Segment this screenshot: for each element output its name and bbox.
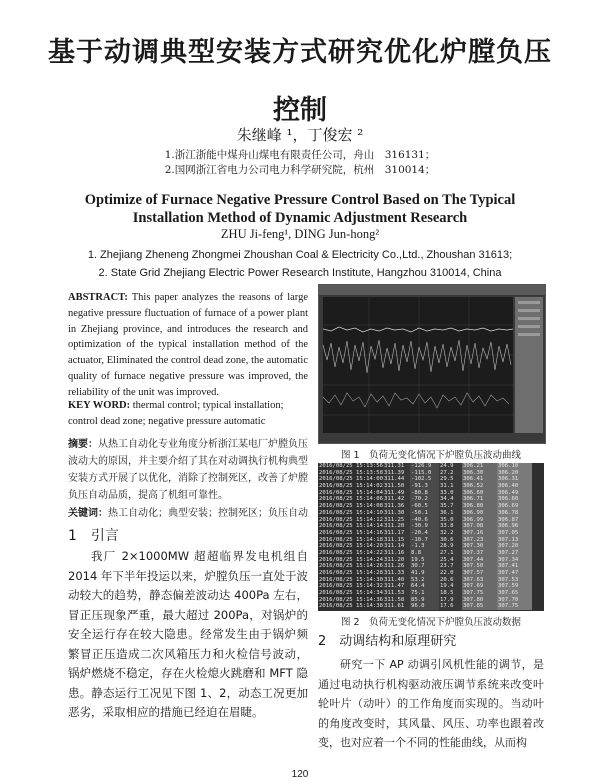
figure2-table-cell: 2016/08/25 15:14:32 xyxy=(319,583,383,590)
section1-body: 我厂 2×1000MW 超超临界发电机组自 2014 年下半年投运以来，炉膛负压一直处于波动较大的趋势，静态偏差波动达 400Pa 左右，冒正压现象严重，最大超过 200Pa，对锅炉的安全运行存在较大隐患。经常发生由于锅炉频繁冒正压造成二次风箱压力和火检信号波动，锅炉燃烧不稳定，存在火检熄火跳磨和 MFT 隐患。静态运行工况见下图 1、2，动态工况更加恶劣，采取相应的措施已经迫在眉睫。 xyxy=(68,549,308,719)
abstract-en xyxy=(68,290,308,401)
figure2-table-row xyxy=(318,590,544,597)
figure2-table-cell: -1.3 xyxy=(410,543,439,550)
figure2-table-cell: 2016/08/25 15:14:38 xyxy=(319,603,383,610)
paper-title-line1: 基于动调典型安装方式研究优化炉膛负压 xyxy=(48,37,552,68)
figure2-table-cell: 30.6 xyxy=(439,537,462,544)
figure2-table-row xyxy=(318,523,544,530)
figure2-table-cell: -50.1 xyxy=(410,510,439,517)
figure2-table-cell: 311.15 xyxy=(383,537,410,544)
keywords-cn-text: 热工自动化；典型安装；控制死区；负压自动 xyxy=(108,508,308,519)
figure2-table-cell: -20.4 xyxy=(410,530,439,537)
figure2-table-cell: 307.47 xyxy=(497,570,532,577)
figure2-table-row xyxy=(318,530,544,537)
figure2-table-row xyxy=(318,463,544,470)
figure2-rows xyxy=(318,463,544,610)
figure2-table-row xyxy=(318,510,544,517)
figure2-table-cell: 2016/08/25 15:14:04 xyxy=(319,489,383,496)
figure2-table-cell: 85.9 xyxy=(410,597,439,604)
figure2-table-cell: 307.70 xyxy=(497,597,532,604)
figure2-table-cell: 307.57 xyxy=(462,570,497,577)
figure2-table-cell: 311.31 xyxy=(383,463,410,470)
figure2-table-cell: 306.87 xyxy=(497,517,532,524)
figure2-table-cell: 19.5 xyxy=(410,557,439,564)
figure2-table-cell: 311.44 xyxy=(383,476,410,483)
figure2-table-cell: 311.17 xyxy=(383,530,410,537)
figure2-table-cell: 311.58 xyxy=(383,597,410,604)
figure2-table-cell: 2016/08/25 15:14:14 xyxy=(319,523,383,530)
figure2-table-row xyxy=(318,483,544,490)
figure2-table-cell: 307.59 xyxy=(497,583,532,590)
figure2-data-table xyxy=(318,463,544,611)
figure2-table-cell: 24.9 xyxy=(439,463,462,470)
figure2-table-row xyxy=(318,550,544,557)
figure2-table-cell: 306.78 xyxy=(497,510,532,517)
affiliation-cn-1: 1.浙江浙能中煤舟山煤电有限责任公司，舟山 316131； xyxy=(164,149,436,161)
figure2-table-cell: 307.65 xyxy=(497,590,532,597)
figure2-table-cell: 307.44 xyxy=(462,557,497,564)
figure2-table-cell: 307.37 xyxy=(462,550,497,557)
figure2-table-cell: 306.49 xyxy=(497,490,532,497)
figure2-table-row xyxy=(318,490,544,497)
figure2-table-cell: 2016/08/25 15:14:10 xyxy=(319,509,383,516)
figure2-table-cell: 23.7 xyxy=(439,563,462,570)
figure2-table-cell: 27.1 xyxy=(439,550,462,557)
figure2-table-cell: 306.21 xyxy=(462,463,497,470)
figure2-table-cell: 306.41 xyxy=(462,476,497,483)
figure2-table-cell: 306.90 xyxy=(462,510,497,517)
figure2-table-cell: 8.8 xyxy=(410,550,439,557)
figure2-table-cell: 31.1 xyxy=(439,483,462,490)
figure2-table-cell: 22.0 xyxy=(439,570,462,577)
figure2-table-cell: 17.9 xyxy=(439,597,462,604)
figure2-table-cell: 25.4 xyxy=(439,557,462,564)
figure2-table-row xyxy=(318,537,544,544)
keywords-text: thermal control; typical installation; control dead zone; negative pressure automatic xyxy=(68,400,284,427)
figure2-table-cell: 306.99 xyxy=(462,517,497,524)
figure2-table-cell: 27.2 xyxy=(439,470,462,477)
figure2-table-cell: 2016/08/25 15:14:28 xyxy=(319,570,383,576)
figure2-table-cell: 2016/08/25 15:14:20 xyxy=(319,543,383,550)
figure2-table-cell: 2016/08/25 15:14:00 xyxy=(319,476,383,483)
figure2-table-row xyxy=(318,503,544,510)
figure2-table-cell: 306.69 xyxy=(497,503,532,510)
figure2-table-cell: 2016/08/25 15:14:02 xyxy=(319,483,383,490)
affiliation-en-1: 1. Zhejiang Zheneng Zhongmei Zhoushan Coal & Electricity Co.,Ltd., Zhoushan 31613; xyxy=(87,249,513,261)
figure2-table-cell: 306.71 xyxy=(462,496,497,503)
figure2-table-row xyxy=(318,470,544,477)
figure2-table-row xyxy=(318,476,544,483)
figure2-table-cell: -80.8 xyxy=(410,490,439,497)
figure2-table-cell: 34.4 xyxy=(439,496,462,503)
figure2-table-cell: -70.2 xyxy=(410,496,439,503)
figure2-table-cell: 311.53 xyxy=(383,590,410,597)
figure2-table-cell: 30.7 xyxy=(410,563,439,570)
figure2-table-cell: 311.16 xyxy=(383,550,410,557)
keywords-en xyxy=(68,398,308,430)
affiliation-cn-2: 2.国网浙江省电力公司电力科学研究院，杭州 310014； xyxy=(164,164,436,176)
figure2-table-row xyxy=(318,543,544,550)
figure2-table-cell: 307.80 xyxy=(462,597,497,604)
figure2-table-cell: 306.40 xyxy=(497,483,532,490)
figure2-table-cell: 33.8 xyxy=(439,523,462,530)
figure2-table-cell: 307.27 xyxy=(497,550,532,557)
figure2-table-cell: 35.7 xyxy=(439,503,462,510)
figure2-table-cell: 307.30 xyxy=(462,543,497,550)
figure2-table-cell: -126.9 xyxy=(410,463,439,470)
figure2-table-cell: -40.6 xyxy=(410,517,439,524)
abstract-text: This paper analyzes the reasons of large negative pressure fluctuation of furnace of a power plant in Zhejiang province, and introduces the research and optimization of the typical installation method of the actuator, Eliminated the control dead zone, the automatic quality of furnace negative pressure was improved, the reliability of the unit was improved. xyxy=(68,292,308,398)
paper-title-line2: 控制 xyxy=(273,95,327,126)
figure2-table-cell: 96.0 xyxy=(410,603,439,610)
figure2-table-cell: 306.10 xyxy=(497,463,532,470)
figure2-table-cell: 311.36 xyxy=(383,503,410,510)
figure2-table-cell: 2016/08/25 15:14:12 xyxy=(319,516,383,523)
figure2-table-cell: 311.50 xyxy=(383,483,410,490)
figure2-table-cell: 2016/08/25 15:14:18 xyxy=(319,536,383,543)
figure2-table-row xyxy=(318,557,544,564)
figure2-table-cell: 306.60 xyxy=(497,496,532,503)
figure2-table-row xyxy=(318,603,544,610)
figure2-table-cell: 306.80 xyxy=(462,503,497,510)
figure2-table-cell: 307.16 xyxy=(462,530,497,537)
figure2-table-cell: 307.34 xyxy=(497,557,532,564)
figure2-table-cell: -102.5 xyxy=(410,476,439,483)
figure2-table-cell: 18.5 xyxy=(439,590,462,597)
keywords-cn-label: 关键词： xyxy=(68,508,108,519)
affiliation-en-2: 2. State Grid Zhejiang Electric Power Research Institute, Hangzhou 310014, China xyxy=(98,267,502,279)
abstract-cn-label: 摘要： xyxy=(68,439,98,450)
figure2-table-cell: 306.31 xyxy=(497,476,532,483)
figure2-table-cell: 306.20 xyxy=(497,470,532,477)
figure2-table-cell: 75.1 xyxy=(410,590,439,597)
figure1-trend-graphic xyxy=(319,285,545,443)
abstract-cn xyxy=(68,436,308,504)
authors-en: ZHU Ji-feng¹, DING Jun-hong² xyxy=(220,227,380,241)
title-en-line1: Optimize of Furnace Negative Pressure Control Based on The Typical xyxy=(84,192,516,208)
figure2-table-cell: 2016/08/25 15:14:26 xyxy=(319,563,383,570)
figure2-table-row xyxy=(318,597,544,604)
figure2-table-cell: -10.7 xyxy=(410,537,439,544)
figure2-table-cell: 2016/08/25 15:14:08 xyxy=(319,503,383,510)
figure2-table-cell: 307.69 xyxy=(462,583,497,590)
figure2-table-row xyxy=(318,577,544,584)
figure2-table-cell: 32.2 xyxy=(439,530,462,537)
figure2-table-cell: 35.0 xyxy=(439,517,462,524)
figure2-table-cell: 2016/08/25 15:13:58 xyxy=(319,469,383,476)
figure2-table-cell: 36.1 xyxy=(439,510,462,517)
figure2-table-cell: 307.08 xyxy=(462,523,497,530)
figure2-table-cell: 41.9 xyxy=(410,570,439,577)
figure2-table-cell: 28.9 xyxy=(439,543,462,550)
figure2-table-cell: 29.5 xyxy=(439,476,462,483)
figure2-table-cell: 307.05 xyxy=(497,530,532,537)
figure2-table-cell: 306.30 xyxy=(462,470,497,477)
section1-title: 1 引言 xyxy=(68,528,119,544)
figure2-table-cell: 307.63 xyxy=(462,577,497,584)
section2-title: 2 动调结构和原理研究 xyxy=(318,634,457,649)
figure2-table-cell: 2016/08/25 15:14:22 xyxy=(319,549,383,556)
section2-body: 研究一下 AP 动调引风机性能的调节，是通过电动执行机构驱动液压调节系统来改变叶轮叶片（动叶）的工作角度而实现的。当动叶的角度改变时，其风量、风压、功率也跟着改变，也对应着一个不同的性能曲线，从而构 xyxy=(318,658,544,749)
figure2-table-cell: -60.5 xyxy=(410,503,439,510)
figure2-table-cell: 311.49 xyxy=(383,490,410,497)
page-number: 120 xyxy=(291,769,309,780)
figure2-caption: 图 2 负荷无变化情况下炉膛负压波动数据 xyxy=(340,617,522,628)
figure2-table-cell: 307.41 xyxy=(497,563,532,570)
figure1-trend-screenshot xyxy=(318,284,546,444)
figure2-table-cell: 306.60 xyxy=(462,490,497,497)
figure2-table-cell: 311.20 xyxy=(383,557,410,564)
figure2-table-cell: 311.40 xyxy=(383,577,410,584)
figure2-table-cell: 311.14 xyxy=(383,543,410,550)
figure2-table-cell: 2016/08/25 15:14:24 xyxy=(319,556,383,563)
figure2-table-cell: 2016/08/25 15:14:16 xyxy=(319,529,383,536)
figure2-table-row xyxy=(318,583,544,590)
figure2-table-row xyxy=(318,496,544,503)
figure2-table-cell: -115.0 xyxy=(410,470,439,477)
figure2-table-cell: 53.2 xyxy=(410,577,439,584)
figure1-toolbar xyxy=(319,285,545,295)
figure2-table-cell: 2016/08/25 15:14:36 xyxy=(319,596,383,603)
figure2-table-cell: -30.9 xyxy=(410,523,439,530)
figure2-table-cell: 307.20 xyxy=(497,543,532,550)
figure2-table-cell: 307.75 xyxy=(497,603,532,610)
figure2-table-row xyxy=(318,570,544,577)
figure2-table-cell: 311.42 xyxy=(383,496,410,503)
figure2-table-cell: 2016/08/25 15:14:06 xyxy=(319,496,383,503)
figure2-table-cell: 311.61 xyxy=(383,603,410,610)
figure2-table-cell: 2016/08/25 15:13:56 xyxy=(319,463,383,469)
keywords-cn xyxy=(68,504,308,519)
figure2-table-cell: 311.20 xyxy=(383,523,410,530)
abstract-cn-text: 从热工自动化专业角度分析浙江某电厂炉膛负压波动大的原因，并主要介绍了其在对动调执行机构典型安装方式开展了以优化，消除了控制死区，改善了炉膛负压自动品质，提高了机组可靠性。 xyxy=(68,439,308,501)
figure2-table-cell: 17.6 xyxy=(439,603,462,610)
figure2-table-row xyxy=(318,517,544,524)
title-en-line2: Installation Method of Dynamic Adjustment Research xyxy=(132,210,468,226)
figure2-table-cell: 307.23 xyxy=(462,537,497,544)
figure2-table-cell: 2016/08/25 15:14:30 xyxy=(319,576,383,583)
figure2-table-cell: 311.39 xyxy=(383,470,410,477)
figure2-table-cell: 2016/08/25 15:14:34 xyxy=(319,590,383,597)
figure2-table-cell: 33.0 xyxy=(439,490,462,497)
figure2-table-row xyxy=(318,563,544,570)
figure2-table-cell: 307.50 xyxy=(462,563,497,570)
figure2-table-cell: 20.6 xyxy=(439,577,462,584)
figure2-table-cell: 307.53 xyxy=(497,577,532,584)
figure2-table-cell: 311.26 xyxy=(383,563,410,570)
figure2-table-cell: 307.13 xyxy=(497,537,532,544)
figure2-table-cell: 307.85 xyxy=(462,603,497,610)
figure1-caption: 图 1 负荷无变化情况下炉膛负压波动曲线 xyxy=(340,450,522,461)
figure2-table-cell: 64.4 xyxy=(410,583,439,590)
figure2-table-cell: 311.33 xyxy=(383,570,410,577)
abstract-label: ABSTRACT: xyxy=(68,292,128,303)
figure2-table-cell: 306.52 xyxy=(462,483,497,490)
keywords-label: KEY WORD: xyxy=(68,400,131,411)
figure2-table-cell: 311.30 xyxy=(383,510,410,517)
figure2-table-cell: 311.25 xyxy=(383,517,410,524)
figure2-table-cell: 306.96 xyxy=(497,523,532,530)
figure2-table-cell: 311.47 xyxy=(383,583,410,590)
authors-cn: 朱继峰 ¹，丁俊宏 ² xyxy=(236,126,364,144)
figure2-table-cell: 307.75 xyxy=(462,590,497,597)
figure2-table-cell: 19.4 xyxy=(439,583,462,590)
figure2-table-cell: -91.3 xyxy=(410,483,439,490)
